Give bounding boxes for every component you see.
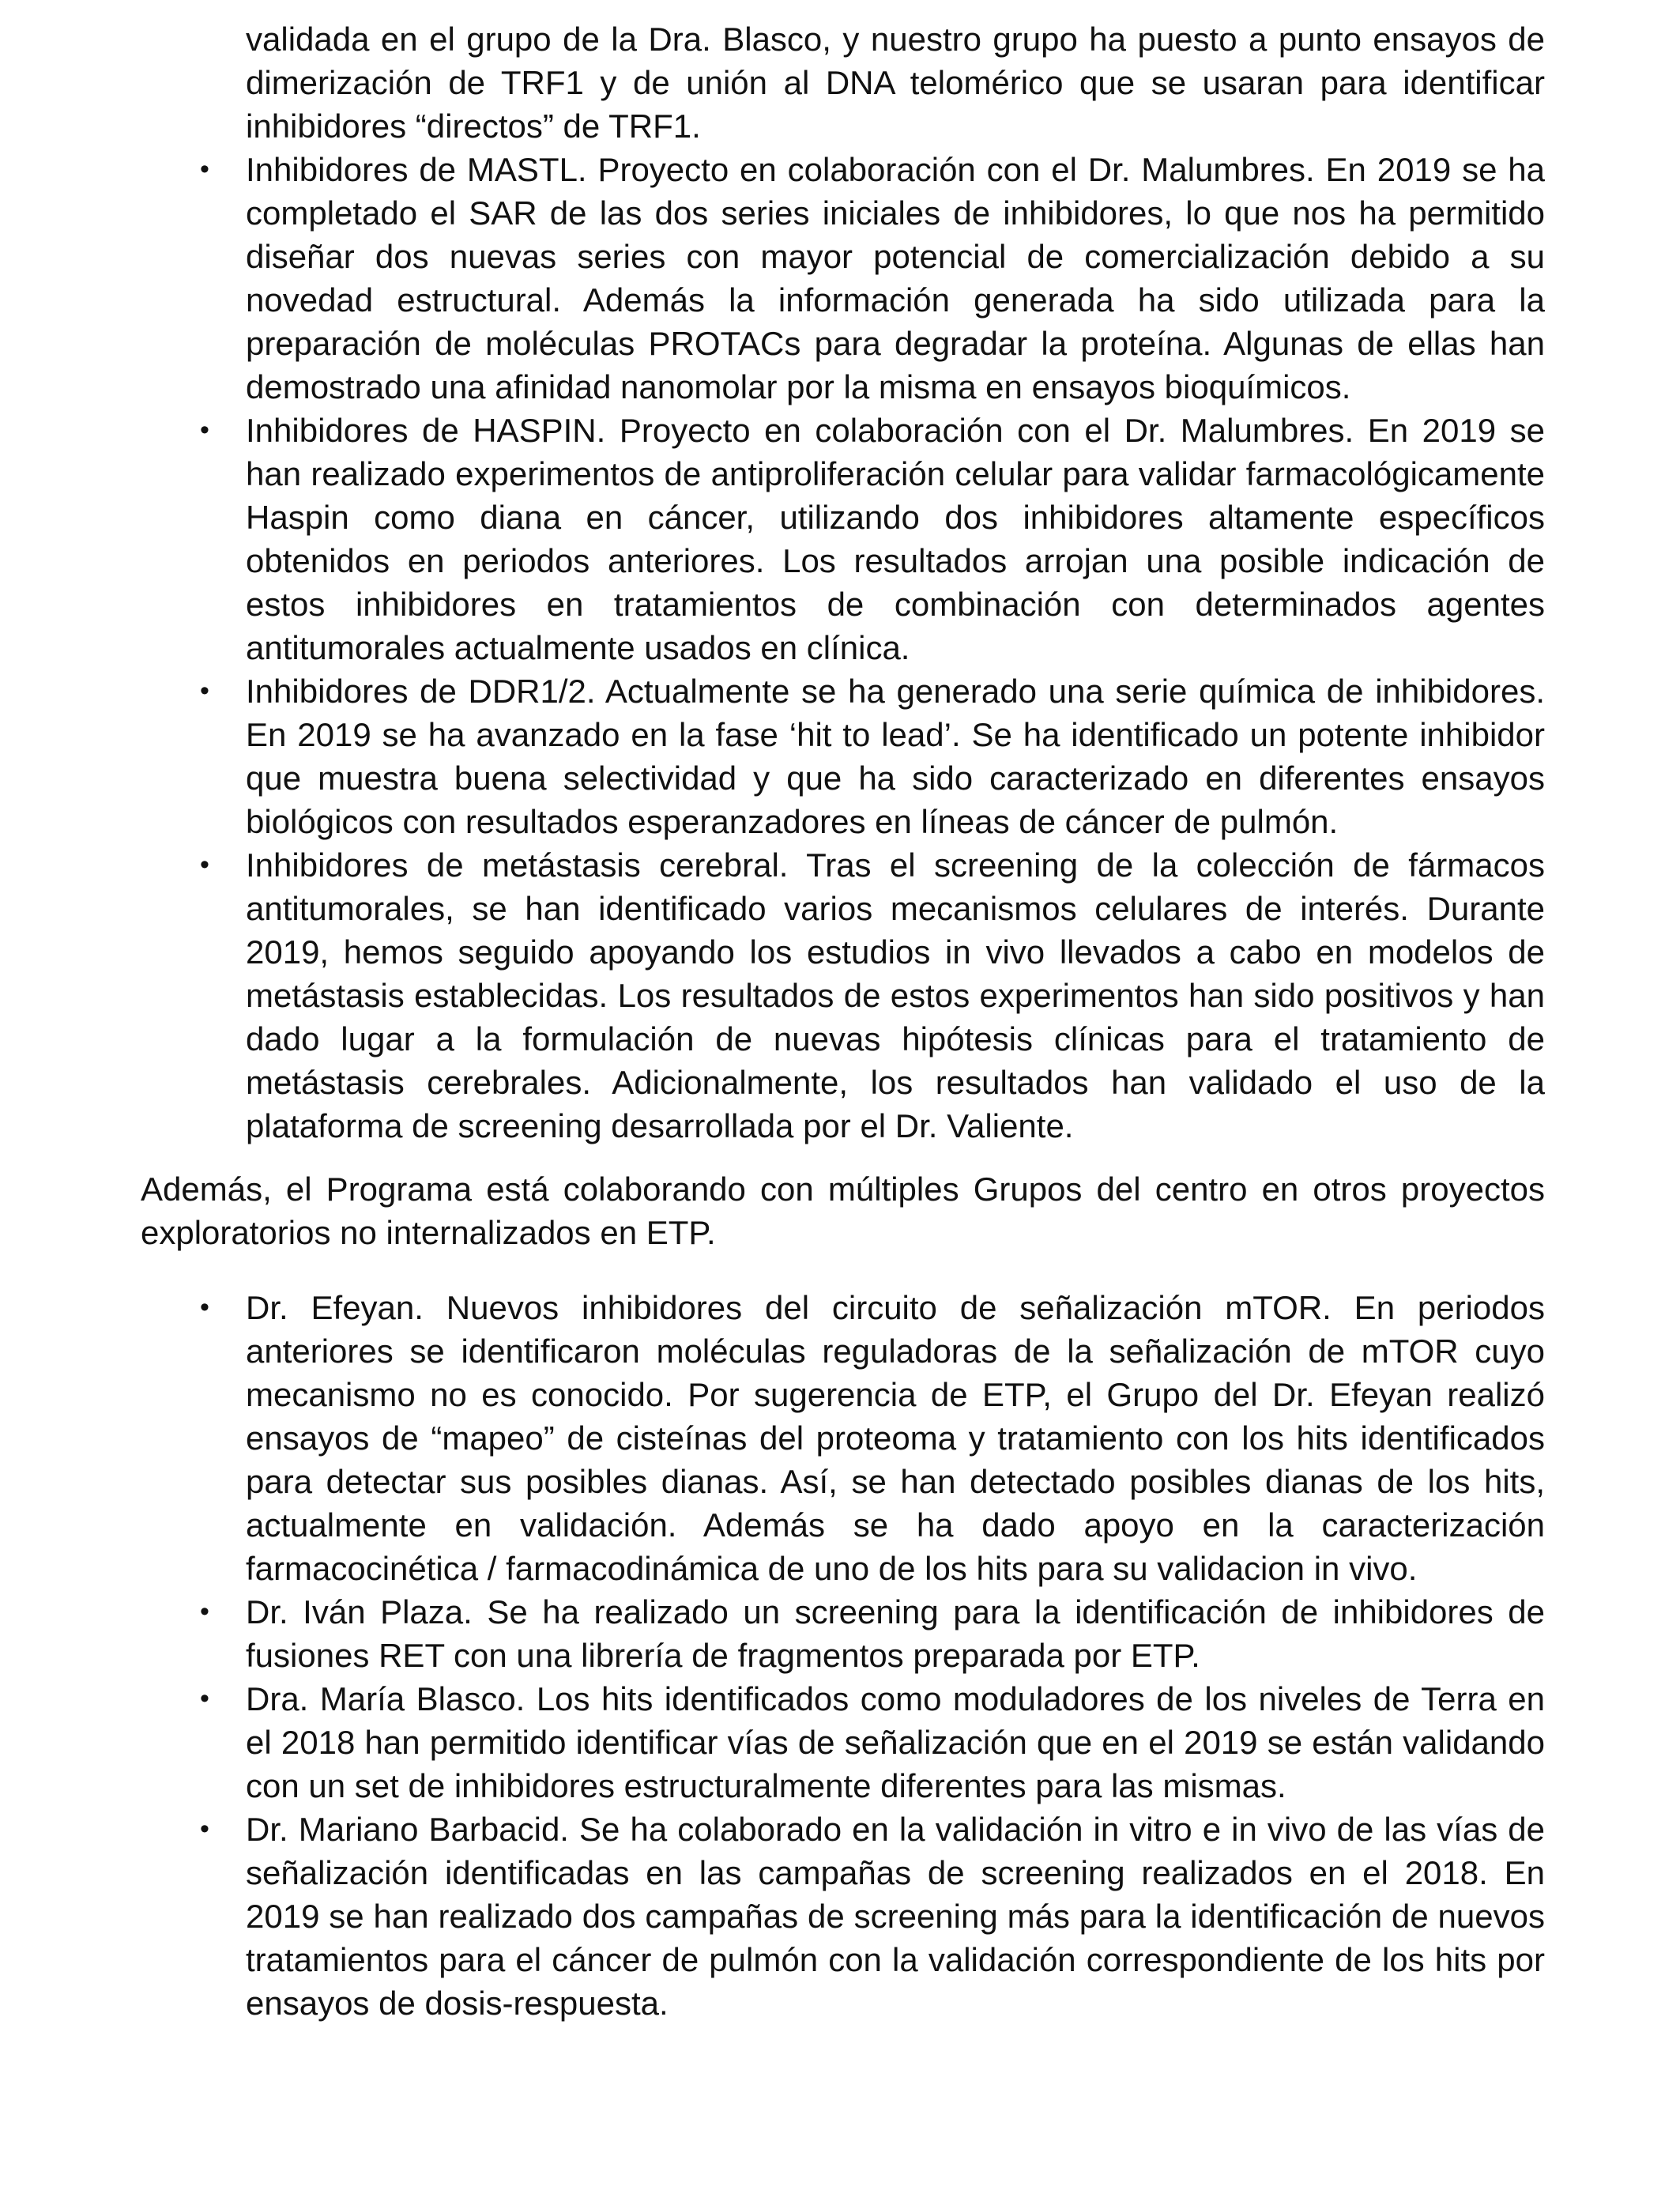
project-mastl-text: Inhibidores de MASTL. Proyecto en colaboración con el Dr. Malumbres. En 2019 se ha completado el SAR de las dos series iniciales de inhibidores, lo que nos ha permitido diseñar dos nuevas series con mayor potencial de comercialización debido a su novedad estructural. Además la información generada ha sido utilizada para la preparación de moléculas PROTACs para degradar la proteína. Algunas de ellas han demostrado una afinidad nanomolar por la misma en ensayos bioquímicos. [246, 151, 1545, 405]
bullet-icon: • [200, 1596, 209, 1627]
intro-continuation-text: validada en el grupo de la Dra. Blasco, y nuestro grupo ha puesto a punto ensayos de dimerización de TRF1 y de unión al DNA telomérico que se usaran para identificar inhibidores “directos” de TRF1. [246, 21, 1545, 145]
bullet-icon: • [200, 154, 209, 184]
spacer [141, 1148, 1545, 1167]
list-item [141, 1808, 1545, 2025]
project-metastasis-text: Inhibidores de metástasis cerebral. Tras el screening de la colección de fármacos antitumorales, se han identificado varios mecanismos celulares de interés. Durante 2019, hemos seguido apoyando los estudios in vivo llevados a cabo en modelos de metástasis establecidas. Los resultados de estos experimentos han sido positivos y han dado lugar a la formulación de nuevas hipótesis clínicas para el tratamiento de metástasis cerebrales. Adicionalmente, los resultados han validado el uso de la plataforma de screening desarrollada por el Dr. Valiente. [246, 846, 1545, 1144]
list-item [141, 1286, 1545, 1590]
bullet-icon: • [200, 1292, 209, 1322]
project-haspin-text: Inhibidores de HASPIN. Proyecto en colaboración con el Dr. Malumbres. En 2019 se han realizado experimentos de antiproliferación celular para validar farmacológicamente Haspin como diana en cáncer, utilizando dos inhibidores altamente específicos obtenidos en periodos anteriores. Los resultados arrojan una posible indicación de estos inhibidores en tratamientos de combinación con determinados agentes antitumorales actualmente usados en clínica. [246, 412, 1545, 666]
collaboration-list [141, 1286, 1545, 2025]
list-item [141, 843, 1545, 1148]
collaboration-paragraph: Además, el Programa está colaborando con múltiples Grupos del centro en otros proyectos exploratorios no internalizados en ETP. [141, 1171, 1545, 1251]
document-body [141, 17, 1545, 2025]
collab-barbacid-text: Dr. Mariano Barbacid. Se ha colaborado en la validación in vitro e in vivo de las vías de señalización identificadas en las campañas de screening realizados en el 2018. En 2019 se han realizado dos campañas de screening más para la identificación de nuevos tratamientos para el cáncer de pulmón con la validación correspondiente de los hits por ensayos de dosis-respuesta. [246, 1811, 1545, 2022]
collab-plaza-text: Dr. Iván Plaza. Se ha realizado un screening para la identificación de inhibidores de fusiones RET con una librería de fragmentos preparada por ETP. [246, 1593, 1545, 1674]
collab-efeyan-text: Dr. Efeyan. Nuevos inhibidores del circuito de señalización mTOR. En periodos anteriores se identificaron moléculas reguladoras de la señalización de mTOR cuyo mecanismo no es conocido. Por sugerencia de ETP, el Grupo del Dr. Efeyan realizó ensayos de “mapeo” de cisteínas del proteoma y tratamiento con los hits identificados para detectar sus posibles dianas. Así, se han detectado posibles dianas de los hits, actualmente en validación. Además se ha dado apoyo en la caracterización farmacocinética / farmacodinámica de uno de los hits para su validacion in vivo. [246, 1289, 1545, 1587]
list-item [141, 1590, 1545, 1677]
bullet-icon: • [200, 1814, 209, 1844]
list-item [141, 669, 1545, 843]
project-list [141, 17, 1545, 1148]
list-item [141, 148, 1545, 409]
bullet-icon: • [200, 1683, 209, 1713]
bullet-icon: • [200, 850, 209, 880]
list-item [141, 409, 1545, 669]
project-ddr-text: Inhibidores de DDR1/2. Actualmente se ha generado una serie química de inhibidores. En 2019 se ha avanzado en la fase ‘hit to lead’. Se ha identificado un potente inhibidor que muestra buena selectividad y que ha sido caracterizado en diferentes ensayos biológicos con resultados esperanzadores en líneas de cáncer de pulmón. [246, 673, 1545, 840]
list-item-continuation [141, 17, 1545, 148]
bullet-icon: • [200, 415, 209, 445]
bullet-icon: • [200, 676, 209, 706]
collab-blasco-text: Dra. María Blasco. Los hits identificados como moduladores de los niveles de Terra en el 2018 han permitido identificar vías de señalización que en el 2019 se están validando con un set de inhibidores estructuralmente diferentes para las mismas. [246, 1680, 1545, 1804]
spacer [141, 1254, 1545, 1286]
list-item [141, 1677, 1545, 1808]
